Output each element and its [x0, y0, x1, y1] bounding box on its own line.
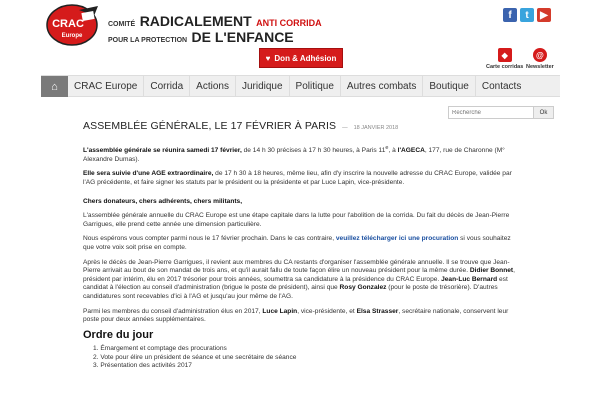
map-icon: ◆: [498, 48, 512, 62]
newsletter-link[interactable]: @ Newsletter: [526, 48, 554, 70]
social-links: [503, 8, 551, 22]
nav-item-corrida[interactable]: Corrida: [144, 76, 190, 97]
home-icon[interactable]: ⌂: [41, 76, 68, 97]
search-input[interactable]: [448, 106, 534, 119]
list-item: 3. Présentation des activités 2017: [93, 362, 192, 370]
search-form: [448, 106, 554, 119]
twitter-icon[interactable]: t: [520, 8, 534, 22]
site-header: [0, 0, 600, 74]
article-title: ASSEMBLÉE GÉNÉRALE, LE 17 FÉVRIER À PARIS: [83, 120, 337, 132]
nav-item-actions[interactable]: Actions: [190, 76, 236, 97]
article-date: 18 JANVIER 2018: [353, 125, 399, 131]
crac-logo[interactable]: [46, 4, 102, 46]
list-item: 2. Vote pour élire un président de séance et une secrétaire de séance: [93, 353, 297, 361]
svg-text:CRAC: CRAC: [52, 18, 84, 30]
youtube-icon[interactable]: ▶: [537, 8, 551, 22]
paragraph-2: Elle sera suivie d'une AGE extraordinaire, de 17 h 30 à 18 heures, même lieu, afin d'y inscrire la nouvelle adresse du CRAC Europe, validée par l'AG précédente, et faire signer les statuts par le président ou la présidente et par Luce Lapin, vice-présidente.: [83, 170, 512, 186]
nav-item-contacts[interactable]: Contacts: [481, 81, 522, 92]
article-body: [83, 144, 523, 371]
search-button[interactable]: Ok: [534, 106, 554, 119]
donation-button[interactable]: ♥ Don & Adhésion: [259, 48, 343, 68]
heart-icon: ♥: [265, 53, 271, 63]
site-tagline: COMITÉ RADICALEMENT ANTI CORRIDA POUR LA PROTECTION DE L'ENFANCE: [108, 13, 322, 45]
article: [83, 120, 523, 371]
paragraph-7: Parmi les membres du conseil d'administration élus en 2017, Luce Lapin, vice-présidente, et Elsa Strasser, secrétaire nationale, conservent leur poste pour deux années supplémentaires.: [83, 307, 509, 324]
svg-text:Europe: Europe: [61, 33, 83, 39]
article-header: [83, 120, 523, 132]
paragraph-4: L'assemblée générale annuelle du CRAC Europe est une étape capitale dans la lutte pour l'abolition de la corrida. Du fait du décès de Jean-Pierre Garrigues, elle prend cette année une dimension particulière.: [83, 212, 510, 228]
paragraph-6: Après le décès de Jean-Pierre Garrigues, il revient aux membres du CA restants d'organiser l'assemblée générale annuelle. Il se trouve que Jean-Pierre arrivait au bout de son mandat de trois ans, et qu'il aurait fallu de toute façon élire un nouveau président pour la même durée. Didier Bonnet, président par intérim, élu en 2017 trésorier pour trois années, soumettra sa candidature à la présidence du CRAC Europe. Jean-Luc Bernard est candidat à l'élection au conseil d'administration (brigue le poste de président), ainsi que Rosy Gonzalez (pour le poste de trésorière). D'autres candidatures sont recevables d'ici à l'AG et jusqu'au jour même de l'AG.: [83, 258, 515, 300]
list-item: 1. Émargement et comptage des procurations: [93, 345, 227, 353]
nav-item-politique[interactable]: Politique: [290, 76, 341, 97]
nav-item-autres-combats[interactable]: Autres combats: [341, 76, 423, 97]
article-date-separator: —: [342, 125, 348, 131]
carte-corridas-link[interactable]: ◆ Carte corridas: [486, 48, 523, 70]
nav-item-boutique[interactable]: Boutique: [423, 76, 475, 97]
paragraph-1: L'assemblée générale se réunira samedi 17 février, de 14 h 30 précises à 17 h 30 heures, à Paris 11e, à l'AGECA, 177, rue de Charonne (M° Alexandre Dumas).: [83, 145, 505, 163]
procuration-link[interactable]: veuillez télécharger ici une procuration: [335, 235, 459, 243]
facebook-icon[interactable]: f: [503, 8, 517, 22]
at-icon: @: [533, 48, 547, 62]
nav-item-juridique[interactable]: Juridique: [236, 76, 290, 97]
nav-item-crac-europe[interactable]: CRAC Europe: [68, 76, 144, 97]
paragraph-3: Chers donateurs, chers adhérents, chers militants,: [83, 197, 243, 205]
ordre-du-jour-list: [83, 345, 523, 371]
paragraph-5: Nous espérons vous compter parmi nous le 17 février prochain. Dans le cas contraire, veuillez télécharger ici une procuration si vous souhaitez que votre voix soit prise en compte.: [83, 235, 511, 251]
ordre-du-jour-heading: Ordre du jour: [83, 328, 154, 341]
main-nav: [41, 75, 560, 97]
